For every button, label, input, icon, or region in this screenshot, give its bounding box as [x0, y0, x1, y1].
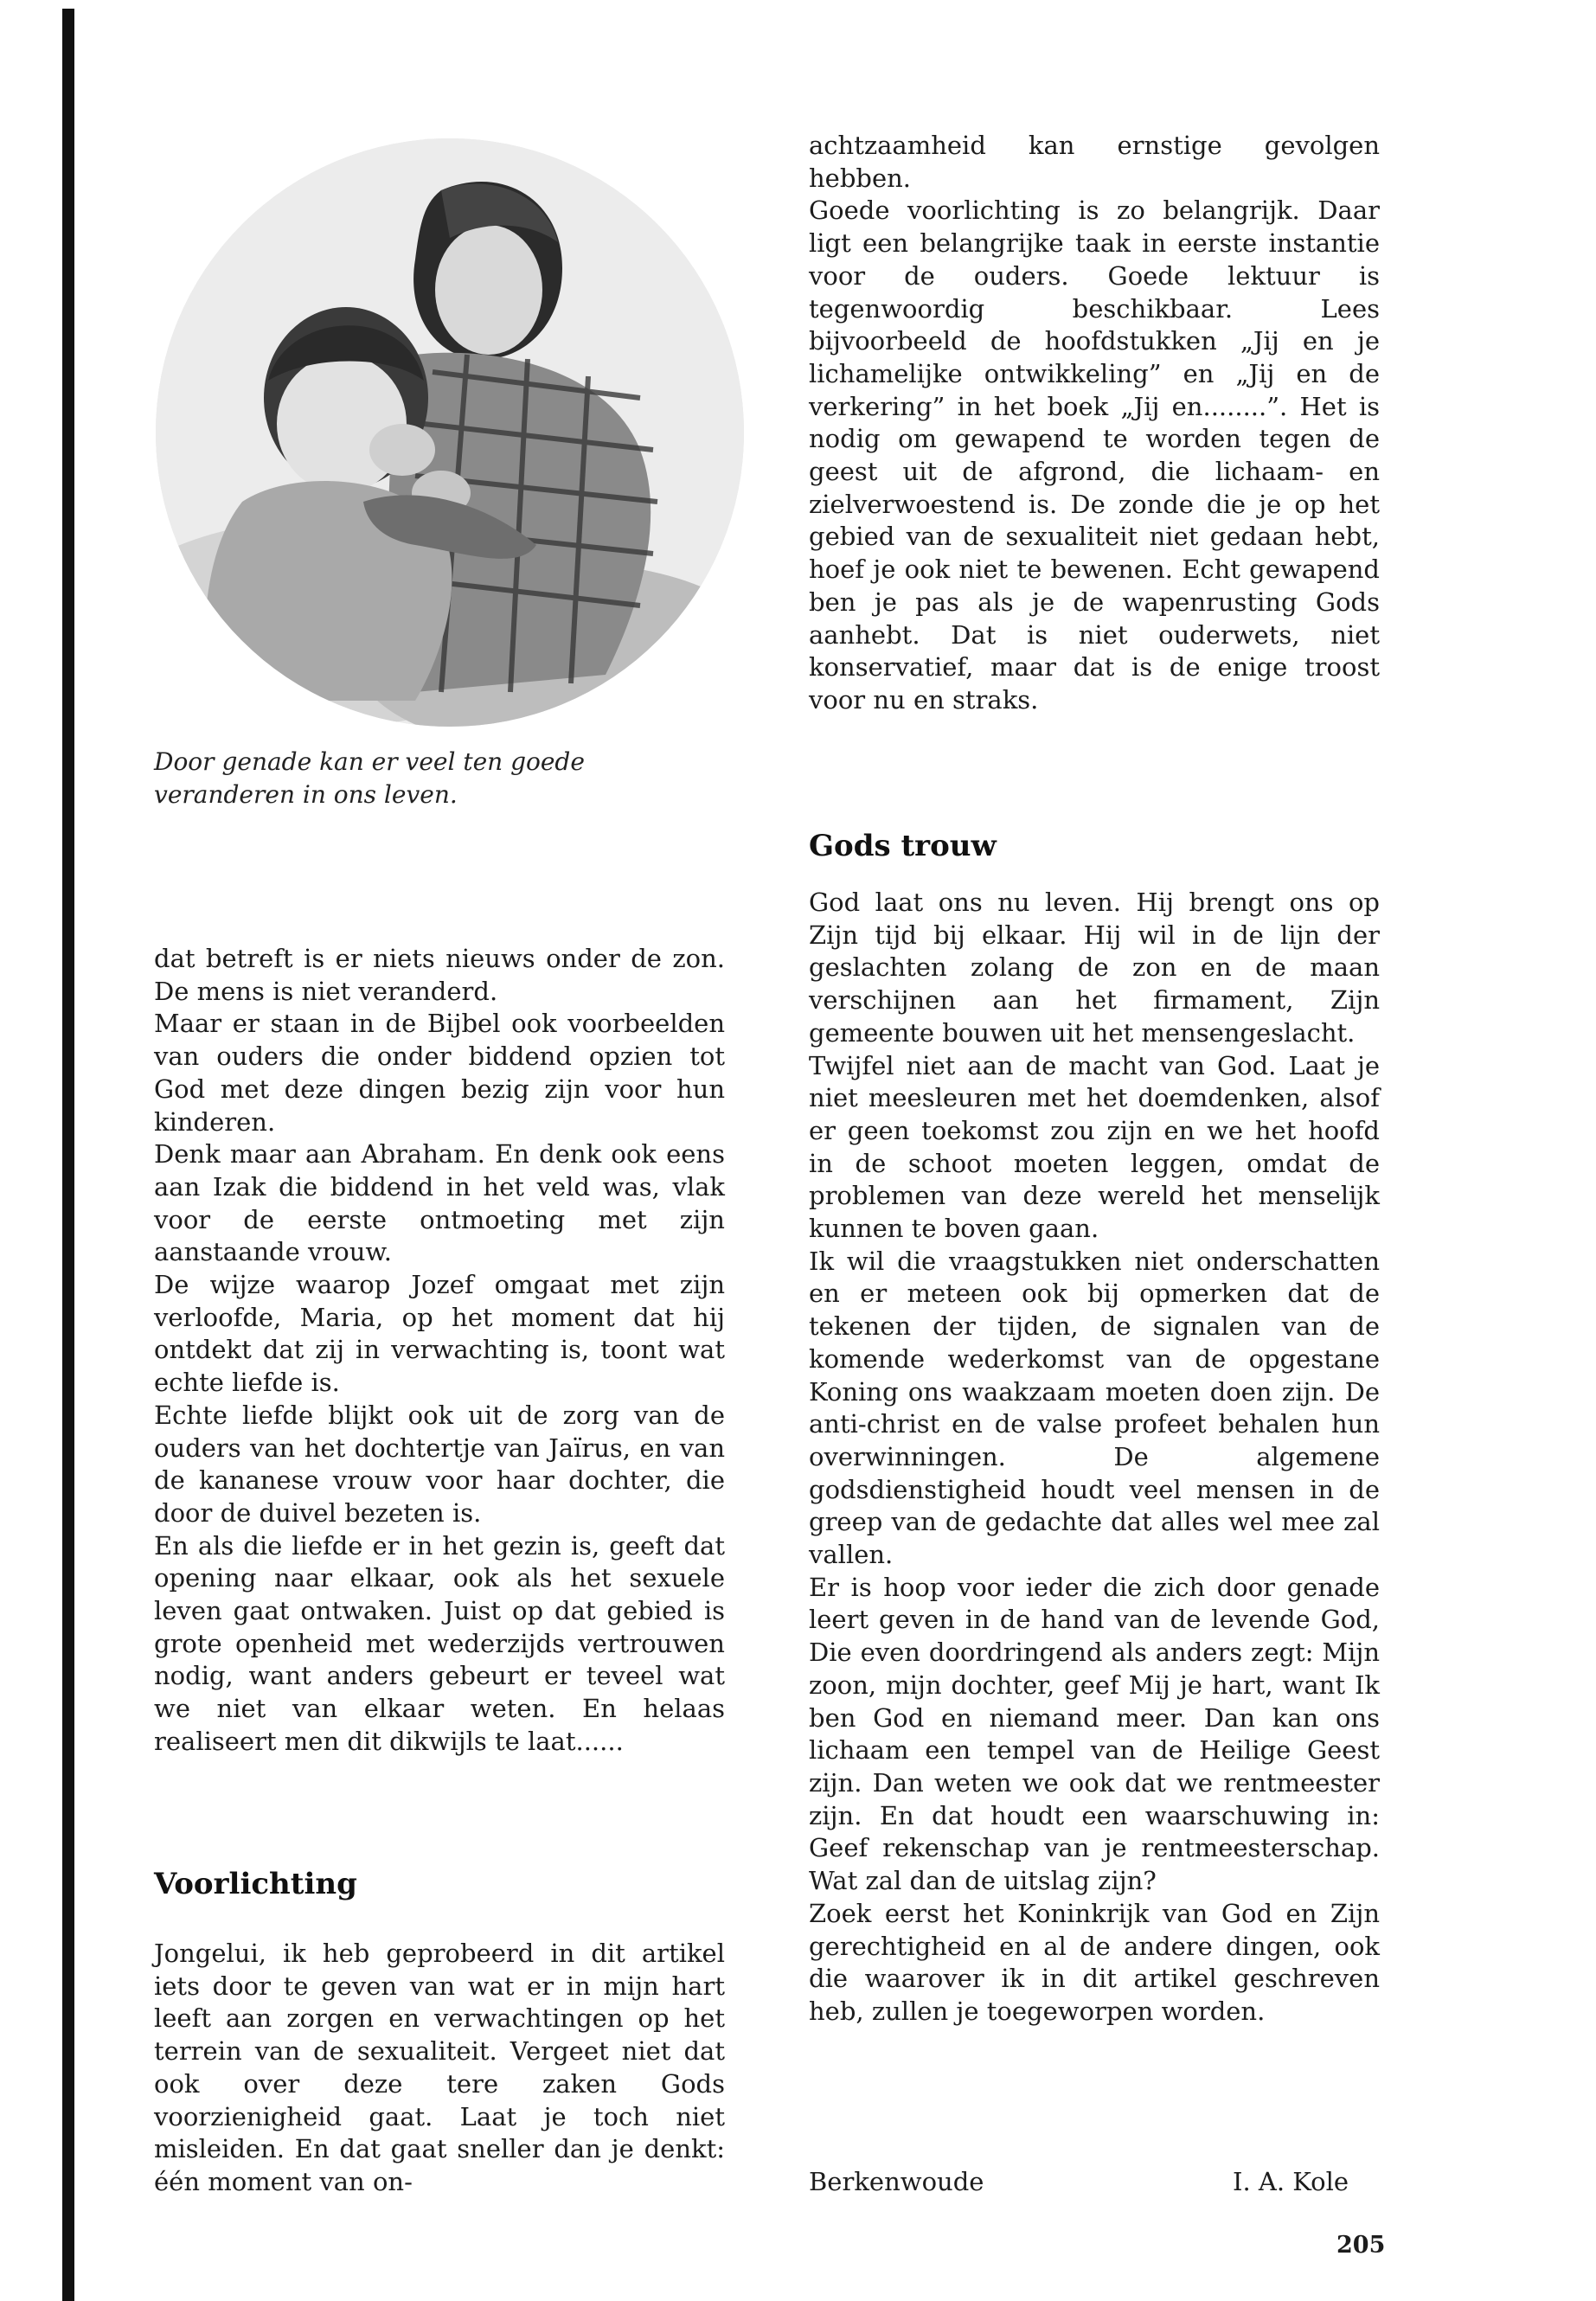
photo-caption: [154, 746, 742, 811]
right-column-upper: [809, 130, 1380, 717]
caption-line: veranderen in ons leven.: [154, 780, 458, 809]
paragraph: De wijze waarop Jozef omgaat met zijn verloofde, Maria, op het moment dat hij ontdekt dat zij in verwachting is, toont wat echte liefde is.: [154, 1270, 725, 1398]
paragraph: Echte liefde blijkt ook uit de zorg van de ouders van het dochtertje van Jaïrus, en van de kananese vrouw voor haar dochter, die door de duivel bezeten is.: [154, 1400, 725, 1528]
paragraph: God laat ons nu leven. Hij brengt ons op Zijn tijd bij elkaar. Hij wil in de lijn der geslachten zolang de zon en de maan verschijnen aan het firmament, Zijn gemeente bouwen uit het mensengeslacht.: [809, 888, 1380, 1048]
paragraph: En als die liefde er in het gezin is, geeft dat opening naar elkaar, ook als het sexuele leven gaat ontwaken. Juist op dat gebied is grote openheid met wederzijds vertrouwen nodig, want anders gebeurt er teveel wat we niet van elkaar weten. En helaas realiseert men dit dikwijls te laat......: [154, 1530, 725, 1756]
paragraph: Goede voorlichting is zo belangrijk. Daar ligt een belangrijke taak in eerste instantie voor de ouders. Goede lektuur is tegenwoordig beschikbaar. Lees bijvoorbeeld de hoofdstukken „Jij en je lichamelijke ontwikkeling” en „Jij en de verkering” in het boek „Jij en........”. Het is nodig om gewapend te worden tegen de geest uit de afgrond, die lichaam- en zielverwoestend is. De zonde die je op het gebied van de sexualiteit niet gedaan hebt, hoef je ook niet te bewenen. Echt gewapend ben je pas als je de wapenrusting Gods aanhebt. Dat is niet ouderwets, niet konservatief, maar dat is de enige troost voor nu en straks.: [809, 195, 1380, 715]
paragraph: achtzaamheid kan ernstige gevolgen hebben.: [809, 131, 1380, 193]
paragraph: Twijfel niet aan de macht van God. Laat je niet meesleuren met het doemdenken, alsof er geen toekomst zou zijn en we het hoofd in de schoot moeten leggen, omdat de problemen van deze wereld het menselijk kunnen te boven gaan.: [809, 1050, 1380, 1244]
circular-photo: [156, 138, 744, 727]
paragraph: Maar er staan in de Bijbel ook voorbeelden van ouders die onder biddend opzien tot God met deze dingen bezig zijn voor hun kinderen.: [154, 1009, 725, 1137]
paragraph: Jongelui, ik heb geprobeerd in dit artikel iets door te geven van wat er in mijn hart leeft aan zorgen en verwachtingen op het terrein van de sexualiteit. Vergeet niet dat ook over deze tere zaken Gods voorzienigheid gaat. Laat je toch niet misleiden. En dat gaat sneller dan je denkt: één moment van on-: [154, 1939, 725, 2196]
left-column-upper: [154, 943, 725, 1759]
right-column-lower: [809, 887, 1380, 2029]
paragraph: dat betreft is er niets nieuws onder de zon. De mens is niet veranderd.: [154, 944, 725, 1006]
signature-author: I. A. Kole: [1233, 2167, 1349, 2196]
page-number: 205: [1336, 2232, 1386, 2259]
left-column-lower: [154, 1938, 725, 2199]
page-binding-edge: [62, 9, 74, 2301]
paragraph: Zoek eerst het Koninkrijk van God en Zijn gerechtigheid en al de andere dingen, ook die waarover ik in dit artikel geschreven heb, zullen je toegeworpen worden.: [809, 1898, 1380, 2026]
paragraph: Denk maar aan Abraham. En denk ook eens aan Izak die biddend in het veld was, vlak voor de eerste ontmoeting met zijn aanstaande vrouw.: [154, 1139, 725, 1267]
paragraph: Ik wil die vraagstukken niet onderschatten en er meteen ook bij opmerken dat de tekenen der tijden, de signalen van de komende wederkomst van de opgestane Koning ons waakzaam moeten doen zijn. De anti-christ en de valse profeet behalen hun overwinningen. De algemene godsdienstigheid houdt veel mensen in de greep van de gedachte dat alles wel mee zal vallen.: [809, 1246, 1380, 1570]
section-heading-gods-trouw: Gods trouw: [809, 829, 997, 863]
signature-place: Berkenwoude: [809, 2167, 984, 2196]
caption-line: Door genade kan er veel ten goede: [154, 747, 585, 776]
paragraph: Er is hoop voor ieder die zich door genade leert geven in de hand van de levende God, Die even doordringend als anders zegt: Mijn zoon, mijn dochter, geef Mij je hart, want Ik ben God en niemand meer. Dan kan ons lichaam een tempel van de Heilige Geest zijn. Dan weten we ook dat we rentmeester zijn. En dat houdt een waarschuwing in: Geef rekenschap van je rentmeesterschap. Wat zal dan de uitslag zijn?: [809, 1572, 1380, 1896]
photo-illustration: [156, 138, 744, 727]
section-heading-voorlichting: Voorlichting: [154, 1867, 357, 1901]
